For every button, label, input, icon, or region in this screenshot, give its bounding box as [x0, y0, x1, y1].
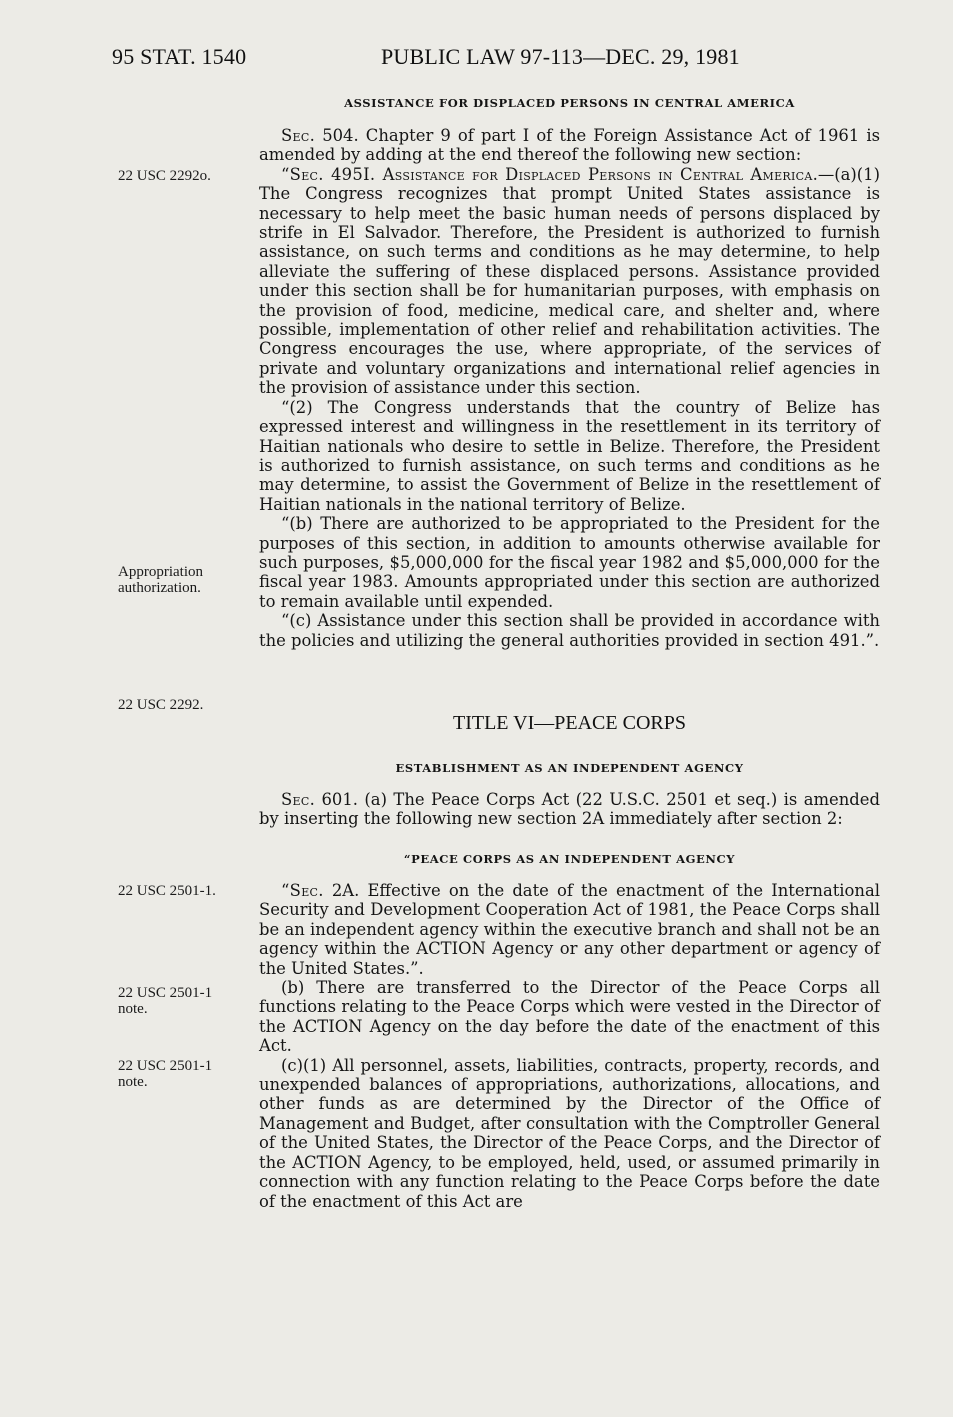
peace-corps-independent-agency-heading: “PEACE CORPS AS AN INDEPENDENT AGENCY: [403, 852, 736, 866]
section-504-heading: ASSISTANCE FOR DISPLACED PERSONS IN CENTRAL AMERICA: [344, 96, 795, 110]
section-601-paragraph-b: (b) There are transferred to the Director of the Peace Corps all functions relating to the Peace Corps which were vested in the Director of the ACTION Agency on the day before the date of the enactment of this Act.: [259, 978, 880, 1056]
margin-note-22usc2292o: 22 USC 2292o.: [118, 168, 211, 184]
section-601-intro: Sec. 601. (a) The Peace Corps Act (22 U.S.C. 2501 et seq.) is amended by inserting the following new section 2A immediately after section 2:: [259, 790, 880, 829]
sec-label: Sec.: [281, 126, 316, 145]
sec-label: Sec.: [281, 790, 316, 809]
public-law-header: PUBLIC LAW 97-113—DEC. 29, 1981: [381, 44, 740, 69]
section-2a-text: “Sec. 2A. Effective on the date of the enactment of the International Security and Development Cooperation Act of 1981, the Peace Corps shall be an independent agency within the executive branch and shall not be an agency within the ACTION Agency or any other department or agency of the United States.”.: [259, 881, 880, 978]
margin-note-22usc2501-1-note-b: 22 USC 2501-1 note.: [118, 1058, 213, 1090]
margin-note-22usc2501-1: 22 USC 2501-1.: [118, 883, 216, 899]
margin-note-22usc2292: 22 USC 2292.: [118, 697, 204, 713]
section-495i-paragraph-a1: “Sec. 495I. Assistance for Displaced Persons in Central America.—(a)(1) The Congress recognizes that prompt United States assistance is necessary to help meet the basic human needs of persons displaced by strife in El Salvador. Therefore, the President is authorized to furnish assistance, on such terms and conditions as he may determine, to help alleviate the suffering of these displaced persons. Assistance provided under this section shall be for humanitarian purposes, with emphasis on the provision of food, medicine, medical care, and shelter and, where possible, implementation of other relief and rehabilitation activities. The Congress encourages the use, where appropriate, of the services of private and voluntary organizations and international relief agencies in the provision of assistance under this section.: [259, 164, 880, 398]
section-504-intro: Sec. 504. Chapter 9 of part I of the Foreign Assistance Act of 1961 is amended by adding at the end thereof the following new section:: [259, 126, 880, 165]
title-vi-heading: TITLE VI—PEACE CORPS: [453, 712, 686, 734]
section-495i-paragraph-c: “(c) Assistance under this section shall be provided in accordance with the policies and utilizing the general authorities provided in section 491.”.: [259, 611, 880, 650]
section-601-intro-block: [259, 790, 880, 829]
section-601-heading: ESTABLISHMENT AS AN INDEPENDENT AGENCY: [395, 761, 744, 775]
margin-note-22usc2501-1-note-a: 22 USC 2501-1 note.: [118, 985, 213, 1017]
new-section-label: “Sec. 495I. Assistance for Displaced Persons in Central America: [281, 164, 813, 184]
section-495i-paragraph-a2: “(2) The Congress understands that the country of Belize has expressed interest and willingness in the resettlement in its territory of Haitian nationals who desire to settle in Belize. Therefore, the President is authorized to furnish assistance, on such terms and conditions as he may determine, to assist the Government of Belize in the resettlement of Haitian nationals in the national territory of Belize.: [259, 397, 880, 514]
section-601-paragraph-c1: (c)(1) All personnel, assets, liabilities, contracts, property, records, and unexpended balances of appropriations, authorizations, allocations, and other funds as are determined by the Director of the Office of Management and Budget, after consultation with the Comptroller General of the United States, the Director of the Peace Corps, and the Director of the ACTION Agency, to be employed, held, used, or assumed primarily in connection with any function relating to the Peace Corps before the date of the enactment of this Act are: [259, 1055, 880, 1211]
sec-label: “Sec.: [281, 881, 324, 900]
statute-page-number: 95 STAT. 1540: [112, 44, 247, 69]
section-504-body: [259, 126, 880, 650]
margin-note-appropriation: Appropriation authorization.: [118, 564, 203, 596]
section-495i-paragraph-b: “(b) There are authorized to be appropriated to the President for the purposes of this section, in addition to amounts otherwise available for such purposes, $5,000,000 for the fiscal year 1982 and $5,000,000 for the fiscal year 1983. Amounts appropriated under this section are authorized to remain available until expended.: [259, 514, 880, 611]
section-601-body: [259, 881, 880, 1211]
